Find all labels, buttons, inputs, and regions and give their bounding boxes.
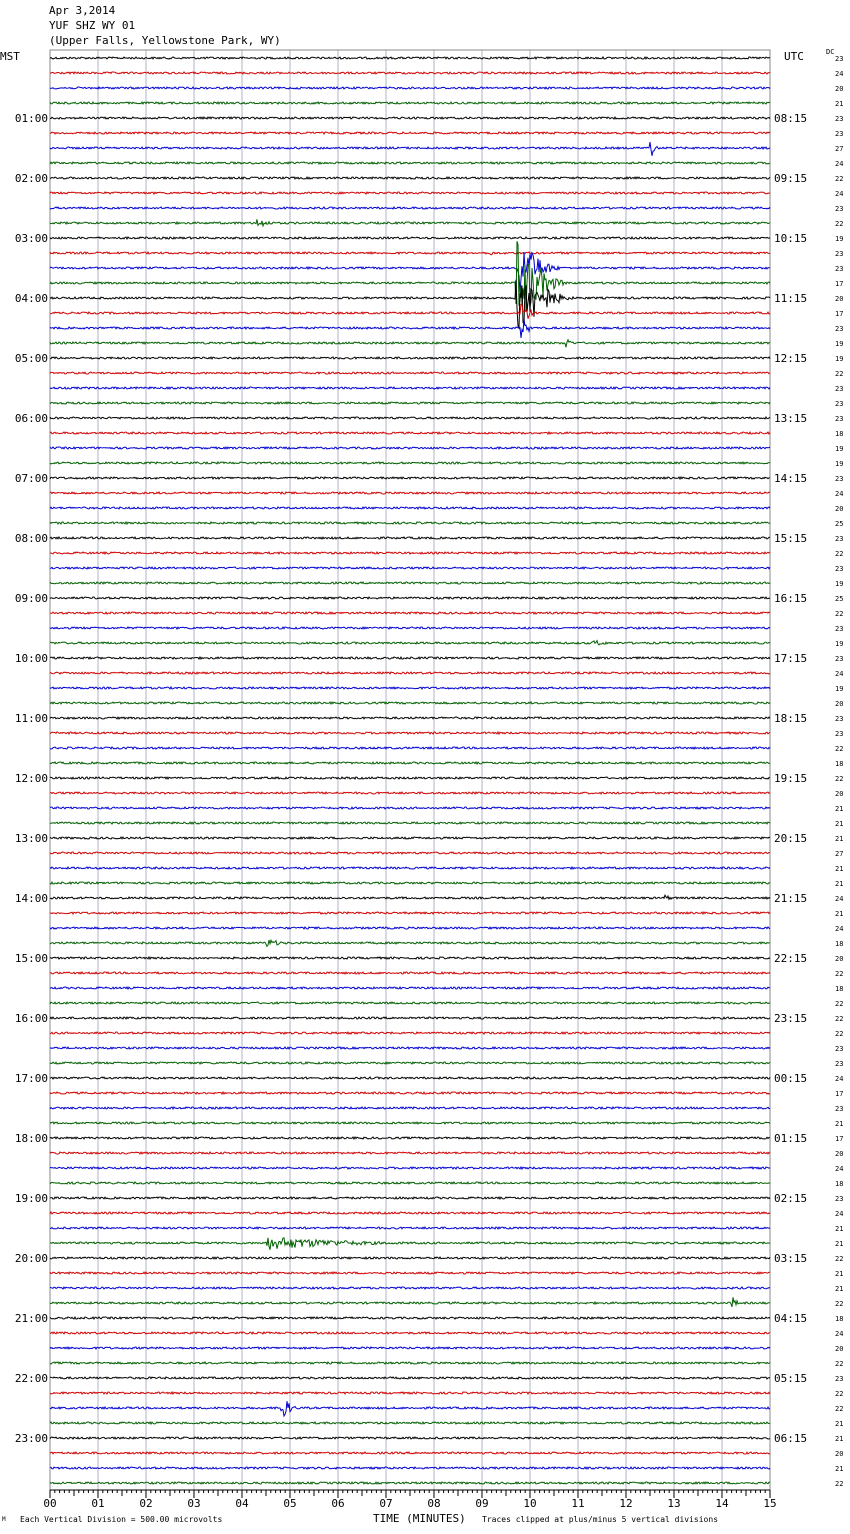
dc-offset-label: 22 xyxy=(835,1255,844,1263)
x-tick-label: 07 xyxy=(379,1497,393,1510)
trace-line xyxy=(50,567,770,569)
dc-offset-label: 22 xyxy=(835,550,844,558)
left-hour-label: 18:00 xyxy=(14,1132,48,1145)
trace-line xyxy=(50,1017,770,1019)
trace-line xyxy=(50,1077,770,1079)
right-hour-label: 11:15 xyxy=(774,292,808,305)
dc-offset-label: 25 xyxy=(835,595,844,603)
dc-offset-label: 21 xyxy=(835,910,844,918)
dc-offset-label: 23 xyxy=(835,400,844,408)
trace-line xyxy=(50,1347,770,1349)
trace-line xyxy=(50,1272,770,1274)
dc-offset-label: 20 xyxy=(835,700,844,708)
trace-line xyxy=(50,582,770,584)
left-hour-label: 13:00 xyxy=(14,832,48,845)
right-hour-label: 16:15 xyxy=(774,592,808,605)
right-hour-label: 15:15 xyxy=(774,532,808,545)
dc-offset-label: 23 xyxy=(835,655,844,663)
dc-offset-label: 18 xyxy=(835,430,844,438)
dc-offset-label: 22 xyxy=(835,175,844,183)
dc-offset-label: 19 xyxy=(835,685,844,693)
dc-offset-label: 21 xyxy=(835,1270,844,1278)
dc-offset-label: 23 xyxy=(835,1045,844,1053)
left-hour-label: 06:00 xyxy=(14,412,48,425)
station-location: (Upper Falls, Yellowstone Park, WY) xyxy=(49,34,281,47)
dc-offset-label: 23 xyxy=(835,1195,844,1203)
trace-line xyxy=(50,1182,770,1184)
trace-line xyxy=(50,895,770,899)
trace-line xyxy=(50,912,770,914)
left-hour-label: 15:00 xyxy=(14,952,48,965)
trace-line xyxy=(50,1092,770,1094)
trace-line xyxy=(50,280,770,328)
dc-offset-label: 21 xyxy=(835,805,844,813)
left-hour-label: 02:00 xyxy=(14,172,48,185)
trace-line xyxy=(50,777,770,779)
trace-line xyxy=(50,762,770,764)
right-hour-label: 04:15 xyxy=(774,1312,808,1325)
dc-offset-label: 20 xyxy=(835,295,844,303)
dc-offset-label: 22 xyxy=(835,745,844,753)
dc-offset-label: 21 xyxy=(835,1465,844,1473)
x-tick-label: 02 xyxy=(139,1497,153,1510)
trace-line xyxy=(50,1122,770,1124)
dc-offset-label: 21 xyxy=(835,820,844,828)
x-tick-label: 14 xyxy=(715,1497,729,1510)
left-hour-label: 09:00 xyxy=(14,592,48,605)
dc-offset-label: 19 xyxy=(835,640,844,648)
trace-line xyxy=(50,1107,770,1109)
right-hour-label: 05:15 xyxy=(774,1372,808,1385)
dc-offset-label: 23 xyxy=(835,1105,844,1113)
trace-line xyxy=(50,252,770,292)
x-tick-label: 06 xyxy=(331,1497,345,1510)
left-hour-label: 12:00 xyxy=(14,772,48,785)
dc-offset-label: 18 xyxy=(835,985,844,993)
trace-line xyxy=(50,57,770,59)
dc-offset-label: 21 xyxy=(835,1120,844,1128)
dc-offset-label: 22 xyxy=(835,220,844,228)
trace-line xyxy=(50,1422,770,1424)
plot-date: Apr 3,2014 xyxy=(49,4,116,17)
right-hour-label: 13:15 xyxy=(774,412,808,425)
dc-offset-label: 19 xyxy=(835,235,844,243)
dc-offset-label: 17 xyxy=(835,1135,844,1143)
x-tick-label: 13 xyxy=(667,1497,681,1510)
right-hour-label: 06:15 xyxy=(774,1432,808,1445)
trace-line xyxy=(50,102,770,104)
left-hour-label: 17:00 xyxy=(14,1072,48,1085)
dc-offset-label: 24 xyxy=(835,670,844,678)
trace-line xyxy=(50,792,770,794)
dc-offset-label: 21 xyxy=(835,100,844,108)
left-hour-label: 14:00 xyxy=(14,892,48,905)
trace-line xyxy=(50,657,770,659)
trace-line xyxy=(50,1257,770,1259)
trace-line xyxy=(50,537,770,539)
trace-line xyxy=(50,507,770,509)
left-hour-label: 11:00 xyxy=(14,712,48,725)
left-hour-label: 04:00 xyxy=(14,292,48,305)
trace-line xyxy=(50,882,770,884)
left-hour-label: 05:00 xyxy=(14,352,48,365)
dc-offset-label: 23 xyxy=(835,325,844,333)
trace-line xyxy=(50,807,770,809)
x-tick-label: 04 xyxy=(235,1497,249,1510)
right-hour-label: 00:15 xyxy=(774,1072,808,1085)
trace-line xyxy=(50,987,770,989)
trace-line xyxy=(50,477,770,479)
left-hour-label: 22:00 xyxy=(14,1372,48,1385)
dc-offset-header: DC xyxy=(826,48,835,56)
trace-line xyxy=(50,87,770,89)
trace-line xyxy=(50,1332,770,1334)
trace-line xyxy=(50,372,770,374)
dc-offset-label: 22 xyxy=(835,1030,844,1038)
trace-line xyxy=(50,177,770,179)
dc-offset-label: 24 xyxy=(835,160,844,168)
left-hour-label: 21:00 xyxy=(14,1312,48,1325)
trace-line xyxy=(50,447,770,449)
trace-line xyxy=(50,402,770,404)
dc-offset-label: 18 xyxy=(835,1315,844,1323)
dc-offset-label: 27 xyxy=(835,145,844,153)
dc-offset-label: 22 xyxy=(835,1405,844,1413)
dc-offset-label: 20 xyxy=(835,1450,844,1458)
dc-offset-label: 21 xyxy=(835,880,844,888)
right-hour-label: 21:15 xyxy=(774,892,808,905)
dc-offset-label: 24 xyxy=(835,70,844,78)
dc-offset-label: 21 xyxy=(835,1435,844,1443)
trace-line xyxy=(50,1197,770,1199)
trace-line xyxy=(50,627,770,629)
trace-line xyxy=(50,940,770,946)
dc-offset-label: 21 xyxy=(835,865,844,873)
trace-line xyxy=(50,1482,770,1484)
trace-line xyxy=(50,387,770,389)
dc-offset-label: 20 xyxy=(835,1150,844,1158)
dc-offset-label: 23 xyxy=(835,730,844,738)
trace-line xyxy=(50,1047,770,1049)
trace-line xyxy=(50,1032,770,1034)
dc-offset-label: 19 xyxy=(835,460,844,468)
trace-line xyxy=(50,237,770,239)
right-hour-label: 02:15 xyxy=(774,1192,808,1205)
trace-line xyxy=(50,132,770,134)
x-tick-label: 09 xyxy=(475,1497,489,1510)
left-hour-label: 19:00 xyxy=(14,1192,48,1205)
trace-line xyxy=(50,241,770,312)
dc-offset-label: 23 xyxy=(835,1060,844,1068)
trace-line xyxy=(50,1437,770,1439)
trace-line xyxy=(50,1002,770,1004)
trace-line xyxy=(50,1362,770,1364)
dc-offset-label: 24 xyxy=(835,1075,844,1083)
trace-line xyxy=(50,822,770,824)
trace-line xyxy=(50,641,770,645)
dc-offset-label: 23 xyxy=(835,55,844,63)
trace-line xyxy=(50,1317,770,1319)
dc-offset-label: 24 xyxy=(835,925,844,933)
x-tick-label: 08 xyxy=(427,1497,441,1510)
trace-line xyxy=(50,1212,770,1214)
corner-mark: M xyxy=(2,1516,6,1523)
trace-line xyxy=(50,432,770,434)
trace-line xyxy=(50,597,770,599)
trace-line xyxy=(50,1152,770,1154)
trace-line xyxy=(50,357,770,359)
trace-line xyxy=(50,1392,770,1394)
station-code: YUF SHZ WY 01 xyxy=(49,19,136,32)
dc-offset-label: 23 xyxy=(835,205,844,213)
trace-line xyxy=(50,522,770,524)
dc-offset-label: 21 xyxy=(835,1285,844,1293)
dc-offset-label: 24 xyxy=(835,190,844,198)
trace-line xyxy=(50,219,770,226)
x-axis-title: TIME (MINUTES) xyxy=(373,1512,466,1525)
dc-offset-label: 24 xyxy=(835,895,844,903)
dc-offset-label: 22 xyxy=(835,610,844,618)
trace-line xyxy=(50,252,770,255)
right-hour-label: 08:15 xyxy=(774,112,808,125)
dc-offset-label: 19 xyxy=(835,340,844,348)
dc-offset-label: 22 xyxy=(835,1390,844,1398)
dc-offset-label: 21 xyxy=(835,1225,844,1233)
trace-line xyxy=(50,207,770,209)
dc-offset-label: 17 xyxy=(835,310,844,318)
dc-offset-label: 22 xyxy=(835,970,844,978)
trace-line xyxy=(50,672,770,674)
dc-offset-label: 24 xyxy=(835,1330,844,1338)
dc-offset-label: 23 xyxy=(835,475,844,483)
dc-offset-label: 17 xyxy=(835,1090,844,1098)
right-hour-label: 09:15 xyxy=(774,172,808,185)
dc-offset-label: 23 xyxy=(835,130,844,138)
dc-offset-label: 24 xyxy=(835,490,844,498)
dc-offset-label: 23 xyxy=(835,625,844,633)
trace-line xyxy=(50,717,770,719)
dc-offset-label: 20 xyxy=(835,85,844,93)
dc-offset-label: 27 xyxy=(835,850,844,858)
right-hour-label: 10:15 xyxy=(774,232,808,245)
trace-line xyxy=(50,552,770,554)
trace-line xyxy=(50,927,770,929)
trace-line xyxy=(50,1452,770,1454)
dc-offset-label: 20 xyxy=(835,1345,844,1353)
dc-offset-label: 20 xyxy=(835,955,844,963)
trace-line xyxy=(50,1238,770,1250)
right-hour-label: 03:15 xyxy=(774,1252,808,1265)
left-hour-label: 08:00 xyxy=(14,532,48,545)
dc-offset-label: 22 xyxy=(835,1360,844,1368)
dc-offset-label: 23 xyxy=(835,415,844,423)
trace-line xyxy=(50,117,770,119)
dc-offset-label: 23 xyxy=(835,115,844,123)
right-hour-label: 23:15 xyxy=(774,1012,808,1025)
right-hour-label: 20:15 xyxy=(774,832,808,845)
dc-offset-label: 21 xyxy=(835,1420,844,1428)
left-hour-label: 23:00 xyxy=(14,1432,48,1445)
trace-line xyxy=(50,142,770,156)
trace-line xyxy=(50,462,770,464)
trace-line xyxy=(50,702,770,704)
trace-line xyxy=(50,319,770,338)
left-hour-label: 10:00 xyxy=(14,652,48,665)
dc-offset-label: 23 xyxy=(835,265,844,273)
dc-offset-label: 20 xyxy=(835,505,844,513)
right-hour-label: 17:15 xyxy=(774,652,808,665)
trace-line xyxy=(50,1467,770,1469)
trace-line xyxy=(50,1137,770,1139)
trace-line xyxy=(50,492,770,494)
left-hour-label: 07:00 xyxy=(14,472,48,485)
trace-line xyxy=(50,972,770,974)
left-hour-label: 01:00 xyxy=(14,112,48,125)
right-hour-label: 12:15 xyxy=(774,352,808,365)
dc-offset-label: 23 xyxy=(835,565,844,573)
dc-offset-label: 23 xyxy=(835,385,844,393)
dc-offset-label: 22 xyxy=(835,1000,844,1008)
dc-offset-label: 23 xyxy=(835,1375,844,1383)
trace-line xyxy=(50,417,770,419)
dc-offset-label: 22 xyxy=(835,370,844,378)
x-tick-label: 01 xyxy=(91,1497,105,1510)
trace-line xyxy=(50,1297,770,1307)
left-timezone-label: MST xyxy=(0,50,20,63)
dc-offset-label: 20 xyxy=(835,790,844,798)
trace-line xyxy=(50,1167,770,1169)
right-hour-label: 18:15 xyxy=(774,712,808,725)
x-tick-label: 05 xyxy=(283,1497,297,1510)
clipping-note: Traces clipped at plus/minus 5 vertical divisions xyxy=(482,1515,719,1524)
trace-line xyxy=(50,687,770,689)
dc-offset-label: 22 xyxy=(835,1480,844,1488)
trace-line xyxy=(50,340,770,347)
right-hour-label: 01:15 xyxy=(774,1132,808,1145)
dc-offset-label: 23 xyxy=(835,250,844,258)
dc-offset-label: 23 xyxy=(835,535,844,543)
x-tick-label: 03 xyxy=(187,1497,201,1510)
right-timezone-label: UTC xyxy=(784,50,804,63)
trace-line xyxy=(50,1401,770,1416)
dc-offset-label: 17 xyxy=(835,280,844,288)
trace-line xyxy=(50,837,770,839)
dc-offset-label: 21 xyxy=(835,1240,844,1248)
right-hour-label: 19:15 xyxy=(774,772,808,785)
trace-line xyxy=(50,852,770,854)
dc-offset-label: 22 xyxy=(835,775,844,783)
dc-offset-label: 23 xyxy=(835,715,844,723)
dc-offset-label: 22 xyxy=(835,1015,844,1023)
left-hour-label: 16:00 xyxy=(14,1012,48,1025)
trace-line xyxy=(50,957,770,959)
left-hour-label: 03:00 xyxy=(14,232,48,245)
x-tick-label: 10 xyxy=(523,1497,537,1510)
trace-line xyxy=(50,162,770,164)
dc-offset-label: 18 xyxy=(835,760,844,768)
dc-offset-label: 18 xyxy=(835,1180,844,1188)
dc-offset-label: 19 xyxy=(835,355,844,363)
dc-offset-label: 19 xyxy=(835,580,844,588)
x-tick-label: 00 xyxy=(43,1497,57,1510)
trace-line xyxy=(50,1377,770,1379)
x-tick-label: 15 xyxy=(763,1497,777,1510)
right-hour-label: 14:15 xyxy=(774,472,808,485)
dc-offset-label: 25 xyxy=(835,520,844,528)
dc-offset-label: 18 xyxy=(835,940,844,948)
trace-line xyxy=(50,192,770,194)
trace-line xyxy=(50,1062,770,1064)
left-hour-label: 20:00 xyxy=(14,1252,48,1265)
dc-offset-label: 21 xyxy=(835,835,844,843)
vertical-scale-note: Each Vertical Division = 500.00 microvolts xyxy=(20,1515,223,1524)
trace-line xyxy=(50,867,770,869)
trace-line xyxy=(50,612,770,614)
dc-offset-label: 19 xyxy=(835,445,844,453)
right-hour-label: 22:15 xyxy=(774,952,808,965)
x-tick-label: 12 xyxy=(619,1497,633,1510)
dc-offset-label: 24 xyxy=(835,1165,844,1173)
x-tick-label: 11 xyxy=(571,1497,585,1510)
dc-offset-label: 24 xyxy=(835,1210,844,1218)
trace-line xyxy=(50,1287,770,1289)
dc-offset-label: 22 xyxy=(835,1300,844,1308)
trace-line xyxy=(50,732,770,734)
trace-line xyxy=(50,72,770,74)
trace-line xyxy=(50,1227,770,1229)
trace-line xyxy=(50,304,770,319)
trace-line xyxy=(50,747,770,749)
